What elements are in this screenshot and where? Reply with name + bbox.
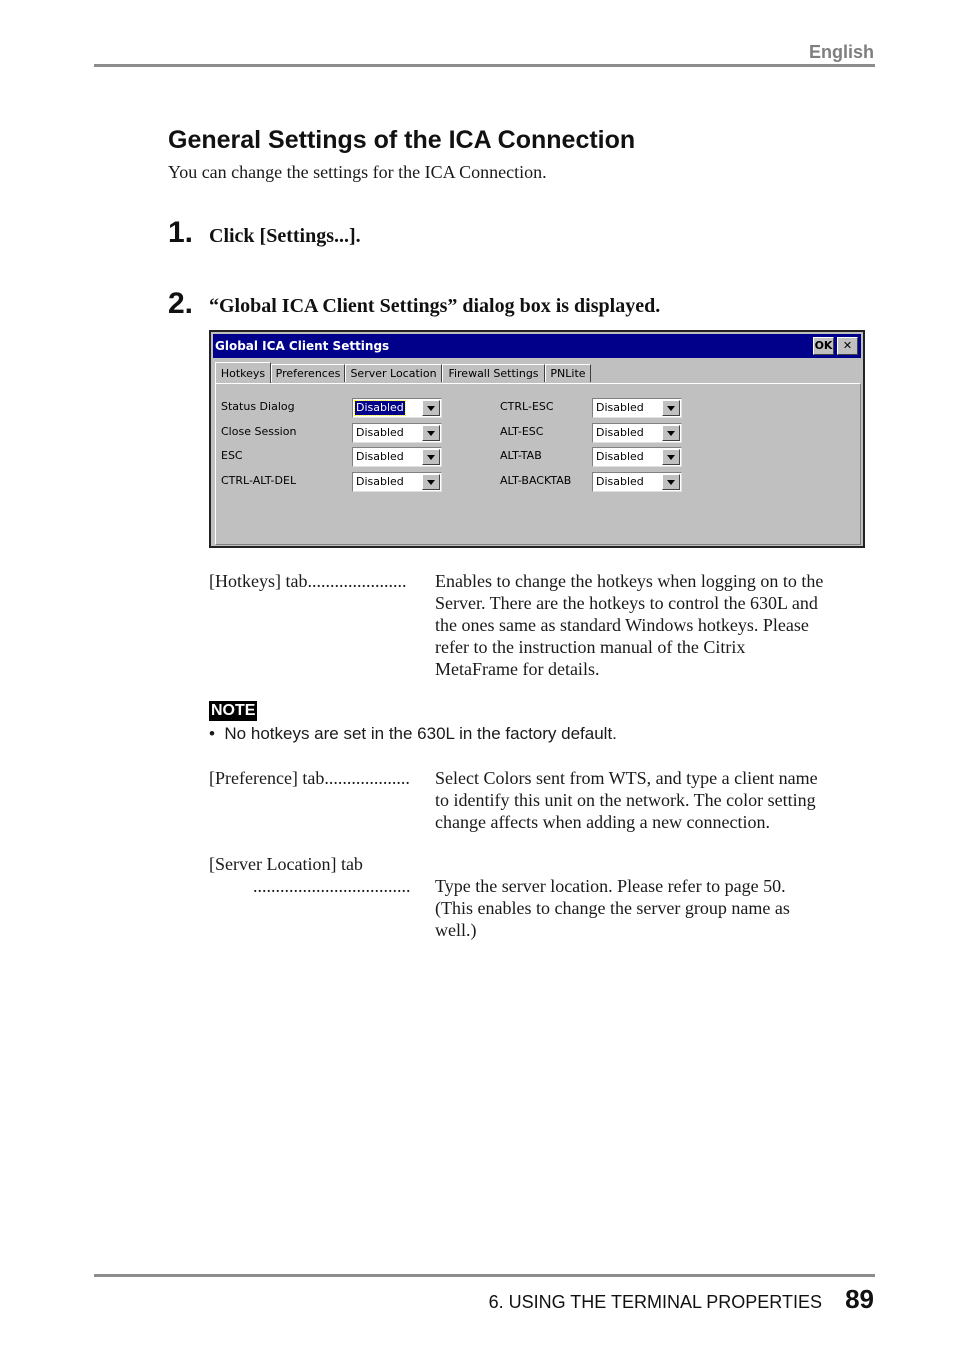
- field-label: CTRL-ALT-DEL: [221, 474, 297, 487]
- footer-section: 6. USING THE TERMINAL PROPERTIES: [488, 1292, 822, 1312]
- select-value: Disabled: [356, 475, 404, 488]
- note-badge: NOTE: [211, 702, 256, 719]
- dialog-titlebar: [213, 334, 861, 358]
- section-intro: You can change the settings for the ICA Connection.: [168, 162, 547, 182]
- desc-line: to identify this unit on the network. The color setting: [435, 790, 816, 810]
- field-label: Close Session: [221, 425, 297, 438]
- select-value: Disabled: [356, 401, 404, 414]
- select-value: Disabled: [596, 426, 644, 439]
- hotkeys-panel: [215, 383, 861, 545]
- close-session-select[interactable]: [352, 423, 442, 443]
- alt-esc-select[interactable]: [592, 423, 682, 443]
- definition-leader: ...................................: [253, 876, 411, 896]
- tab-preferences[interactable]: Preferences: [271, 364, 345, 382]
- chevron-down-icon[interactable]: [662, 425, 680, 441]
- section-title: General Settings of the ICA Connection: [168, 126, 636, 154]
- page-number: 89: [845, 1284, 874, 1314]
- definition-desc-hotkeys: [435, 570, 875, 680]
- close-button[interactable]: [837, 337, 858, 355]
- chevron-down-icon[interactable]: [422, 449, 440, 465]
- desc-line: MetaFrame for details.: [435, 659, 600, 679]
- chevron-down-icon[interactable]: [662, 474, 680, 490]
- definition-label-server-location: [Server Location] tab: [209, 854, 363, 874]
- tab-firewall-settings[interactable]: Firewall Settings: [442, 364, 545, 382]
- desc-line: well.): [435, 920, 477, 940]
- select-value: Disabled: [356, 450, 404, 463]
- select-value: Disabled: [596, 450, 644, 463]
- tab-hotkeys[interactable]: Hotkeys: [215, 362, 271, 384]
- dialog-title: Global ICA Client Settings: [215, 339, 390, 353]
- chevron-down-icon[interactable]: [422, 474, 440, 490]
- field-label: Status Dialog: [221, 400, 295, 413]
- desc-line: Server. There are the hotkeys to control the 630L and: [435, 593, 818, 613]
- esc-select[interactable]: [352, 447, 442, 467]
- footer-rule: [94, 1274, 875, 1277]
- select-value: Disabled: [356, 426, 404, 439]
- desc-line: change affects when adding a new connection.: [435, 812, 771, 832]
- ctrl-alt-del-select[interactable]: [352, 472, 442, 492]
- step-1-text: Click [Settings...].: [209, 225, 361, 247]
- header-rule: [94, 64, 875, 67]
- step-2-number: 2.: [168, 287, 194, 320]
- definition-desc-preference: [435, 767, 875, 833]
- field-label: ALT-BACKTAB: [500, 474, 572, 487]
- desc-line: the ones same as standard Windows hotkeys. Please: [435, 615, 809, 635]
- field-label: CTRL-ESC: [500, 400, 554, 413]
- desc-line: Select Colors sent from WTS, and type a client name: [435, 768, 818, 788]
- desc-line: Enables to change the hotkeys when logging on to the: [435, 571, 824, 591]
- chevron-down-icon[interactable]: [662, 400, 680, 416]
- chevron-down-icon[interactable]: [662, 449, 680, 465]
- desc-line: (This enables to change the server group name as: [435, 898, 790, 918]
- select-value: Disabled: [596, 401, 644, 414]
- global-ica-client-settings-dialog: [209, 330, 865, 548]
- chevron-down-icon[interactable]: [422, 400, 440, 416]
- alt-tab-select[interactable]: [592, 447, 682, 467]
- ok-button[interactable]: OK: [813, 337, 834, 355]
- field-label: ESC: [221, 449, 243, 462]
- desc-line: Type the server location. Please refer to page 50.: [435, 876, 786, 896]
- tab-pnlite[interactable]: PNLite: [545, 364, 591, 382]
- tab-server-location[interactable]: Server Location: [345, 364, 442, 382]
- step-2-text: “Global ICA Client Settings” dialog box is displayed.: [209, 295, 661, 317]
- note-text: No hotkeys are set in the 630L in the factory default.: [224, 724, 617, 743]
- ctrl-esc-select[interactable]: [592, 398, 682, 418]
- header-language: English: [808, 42, 874, 62]
- select-value: Disabled: [596, 475, 644, 488]
- desc-line: refer to the instruction manual of the Citrix: [435, 637, 746, 657]
- step-1-number: 1.: [168, 216, 194, 249]
- definition-desc-server-location: [435, 875, 875, 941]
- close-icon: ✕: [842, 339, 853, 352]
- field-label: ALT-ESC: [500, 425, 544, 438]
- status-dialog-select[interactable]: [352, 398, 442, 418]
- bullet: •: [209, 724, 215, 743]
- definition-label-hotkeys: [Hotkeys] tab......................: [209, 571, 407, 591]
- definition-label-preference: [Preference] tab...................: [209, 768, 410, 788]
- chevron-down-icon[interactable]: [422, 425, 440, 441]
- alt-backtab-select[interactable]: [592, 472, 682, 492]
- note-item: [209, 724, 617, 744]
- field-label: ALT-TAB: [500, 449, 542, 462]
